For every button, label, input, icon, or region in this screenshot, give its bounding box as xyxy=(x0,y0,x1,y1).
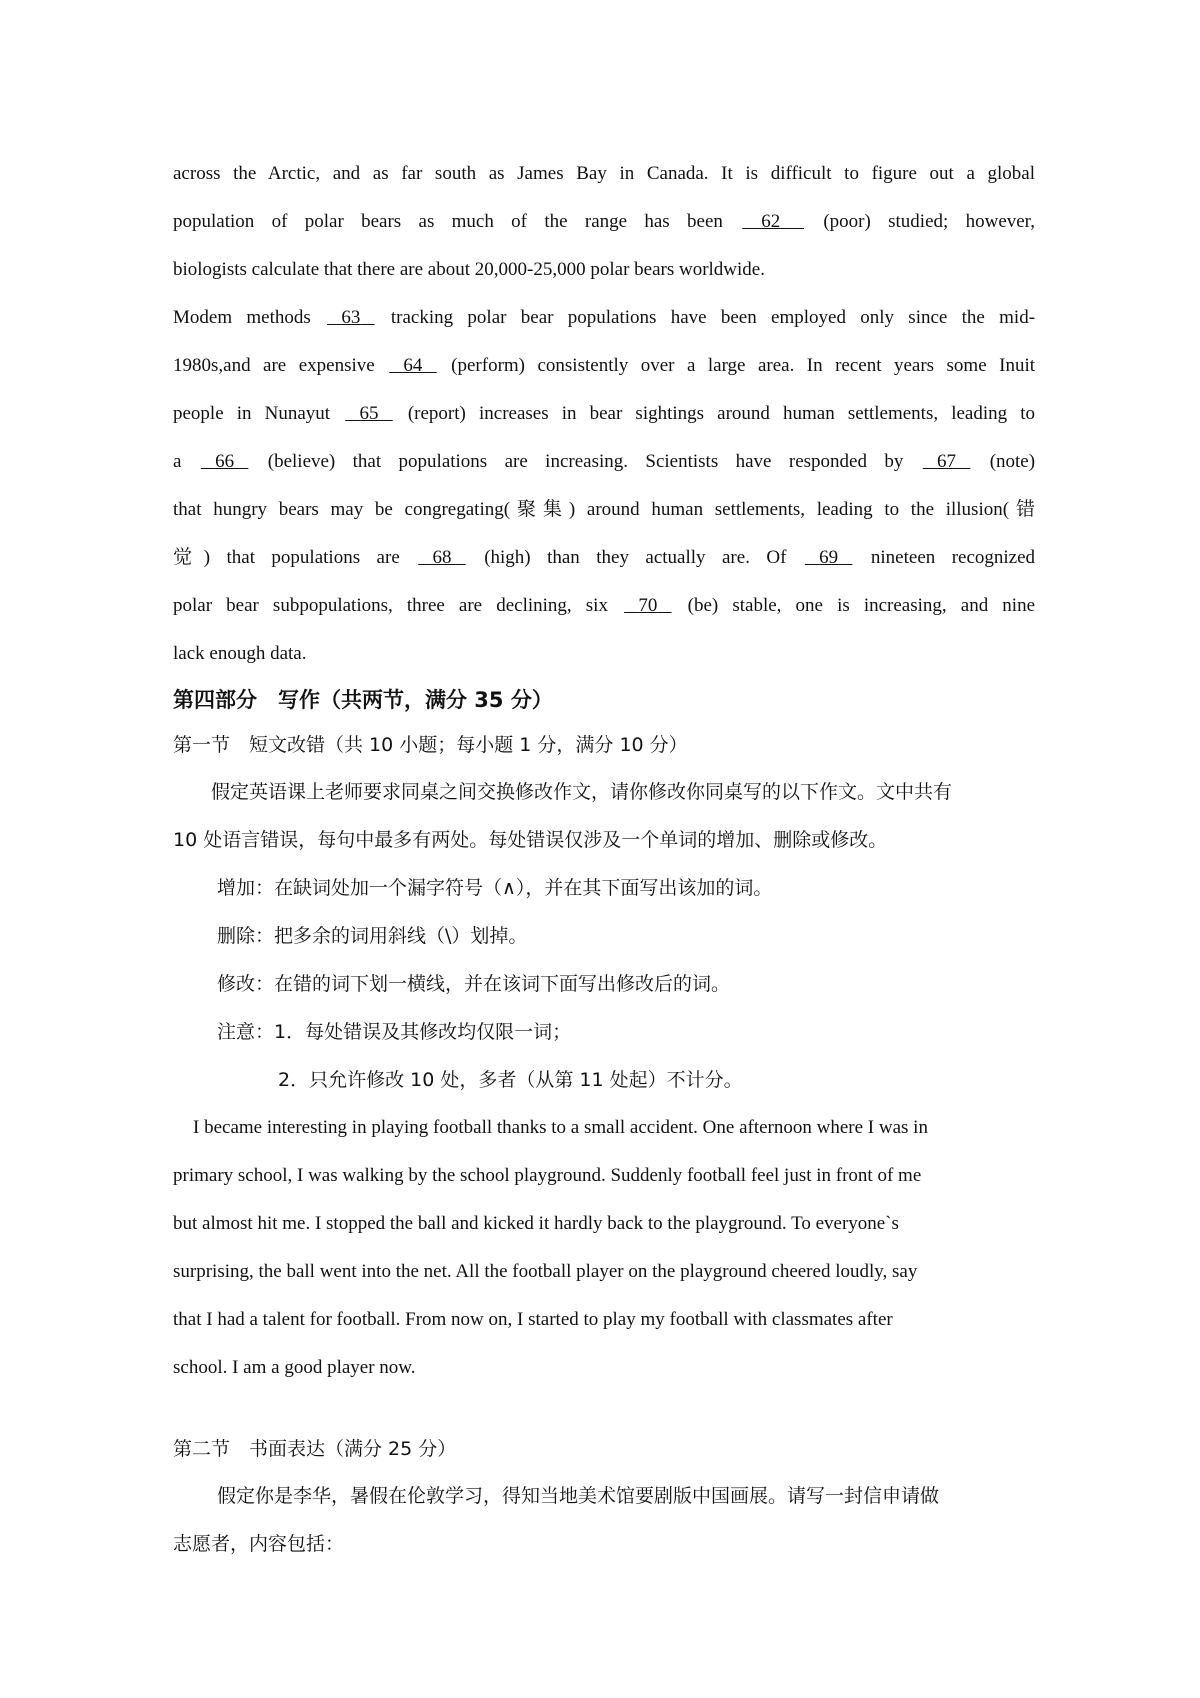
passage-text: (note) xyxy=(989,451,1036,472)
rule-add: 增加：在缺词处加一个漏字符号（∧），并在其下面写出该加的词。 xyxy=(217,877,773,899)
passage-text: a xyxy=(173,451,182,472)
rule-modify: 修改：在错的词下划一横线，并在该词下面写出修改后的词。 xyxy=(217,973,731,995)
section1-instruction: 假定英语课上老师要求同桌之间交换修改作文，请你修改你同桌写的以下作文。文中共有 xyxy=(211,781,953,803)
passage-text: people in Nunayut xyxy=(173,403,331,424)
essay-line: primary school, I was walking by the school playground. Suddenly football feel just in front of me xyxy=(173,1165,922,1186)
essay-line: surprising, the ball went into the net. All the football player on the playground cheered loudly, say xyxy=(173,1261,918,1282)
passage-text: (perform) consistently over a large area. In recent years some Inuit xyxy=(451,355,1036,376)
passage-text: (report) increases in bear sightings around human settlements, leading to xyxy=(407,403,1036,424)
note-1: 注意：1．每处错误及其修改均仅限一词； xyxy=(217,1021,572,1043)
exam-page xyxy=(173,150,1035,1568)
passage-line: lack enough data. xyxy=(173,643,307,664)
essay-line: I became interesting in playing football thanks to a small accident. One afternoon where I was in xyxy=(193,1117,928,1138)
note-2: 2．只允许修改 10 处，多者（从第 11 处起）不计分。 xyxy=(278,1069,743,1091)
passage-text: (poor) studied; however, xyxy=(823,211,1036,232)
passage-text: 觉) that populations are xyxy=(173,547,400,568)
passage-text: 1980s,and are expensive xyxy=(173,355,375,376)
passage-line xyxy=(173,534,1035,582)
blank-70: 70 xyxy=(638,595,658,616)
passage-line xyxy=(173,582,1035,630)
spacer xyxy=(173,1392,1035,1426)
blank-64: 64 xyxy=(403,355,423,376)
blank-68: 68 xyxy=(432,547,452,568)
blank-66: 66 xyxy=(215,451,235,472)
part4-heading: 第四部分 写作（共两节，满分 35 分） xyxy=(173,688,553,712)
blank-65: 65 xyxy=(359,403,379,424)
section1-instruction: 10 处语言错误，每句中最多有两处。每处错误仅涉及一个单词的增加、删除或修改。 xyxy=(173,829,888,851)
passage-line xyxy=(173,198,1035,246)
passage-line xyxy=(173,390,1035,438)
section2-prompt: 志愿者，内容包括： xyxy=(173,1533,345,1555)
passage-line xyxy=(173,438,1035,486)
passage-text: population of polar bears as much of the range has been xyxy=(173,211,723,232)
passage-line: that hungry bears may be congregating(聚集) around human settlements, leading to the illusion(错 xyxy=(173,499,1035,520)
section1-title: 第一节 短文改错（共 10 小题；每小题 1 分，满分 10 分） xyxy=(173,734,688,756)
section2-title: 第二节 书面表达（满分 25 分） xyxy=(173,1438,457,1460)
blank-63: 63 xyxy=(341,307,361,328)
passage-text: (high) than they actually are. Of xyxy=(484,547,787,568)
passage-line: biologists calculate that there are about 20,000-25,000 polar bears worldwide. xyxy=(173,259,765,280)
passage-line: across the Arctic, and as far south as James Bay in Canada. It is difficult to figure out a global xyxy=(173,163,1035,184)
essay-line: school. I am a good player now. xyxy=(173,1357,416,1378)
passage-line xyxy=(173,342,1035,390)
passage-line xyxy=(173,294,1035,342)
passage-text: polar bear subpopulations, three are declining, six xyxy=(173,595,608,616)
blank-67: 67 xyxy=(937,451,957,472)
section2-prompt: 假定你是李华，暑假在伦敦学习，得知当地美术馆要剧版中国画展。请写一封信申请做 xyxy=(217,1485,940,1507)
rule-delete: 删除：把多余的词用斜线（\）划掉。 xyxy=(217,925,528,947)
essay-line: but almost hit me. I stopped the ball and kicked it hardly back to the playground. To everyone`s xyxy=(173,1213,899,1234)
passage-text: tracking polar bear populations have been employed only since the mid- xyxy=(390,307,1036,328)
essay-line: that I had a talent for football. From now on, I started to play my football with classmates after xyxy=(173,1309,893,1330)
passage-text: (be) stable, one is increasing, and nine xyxy=(687,595,1036,616)
blank-62: 62 xyxy=(761,211,781,232)
passage-text: Modem methods xyxy=(173,307,311,328)
passage-text: (believe) that populations are increasing. Scientists have responded by xyxy=(267,451,904,472)
blank-69: 69 xyxy=(819,547,839,568)
passage-text: nineteen recognized xyxy=(870,547,1036,568)
